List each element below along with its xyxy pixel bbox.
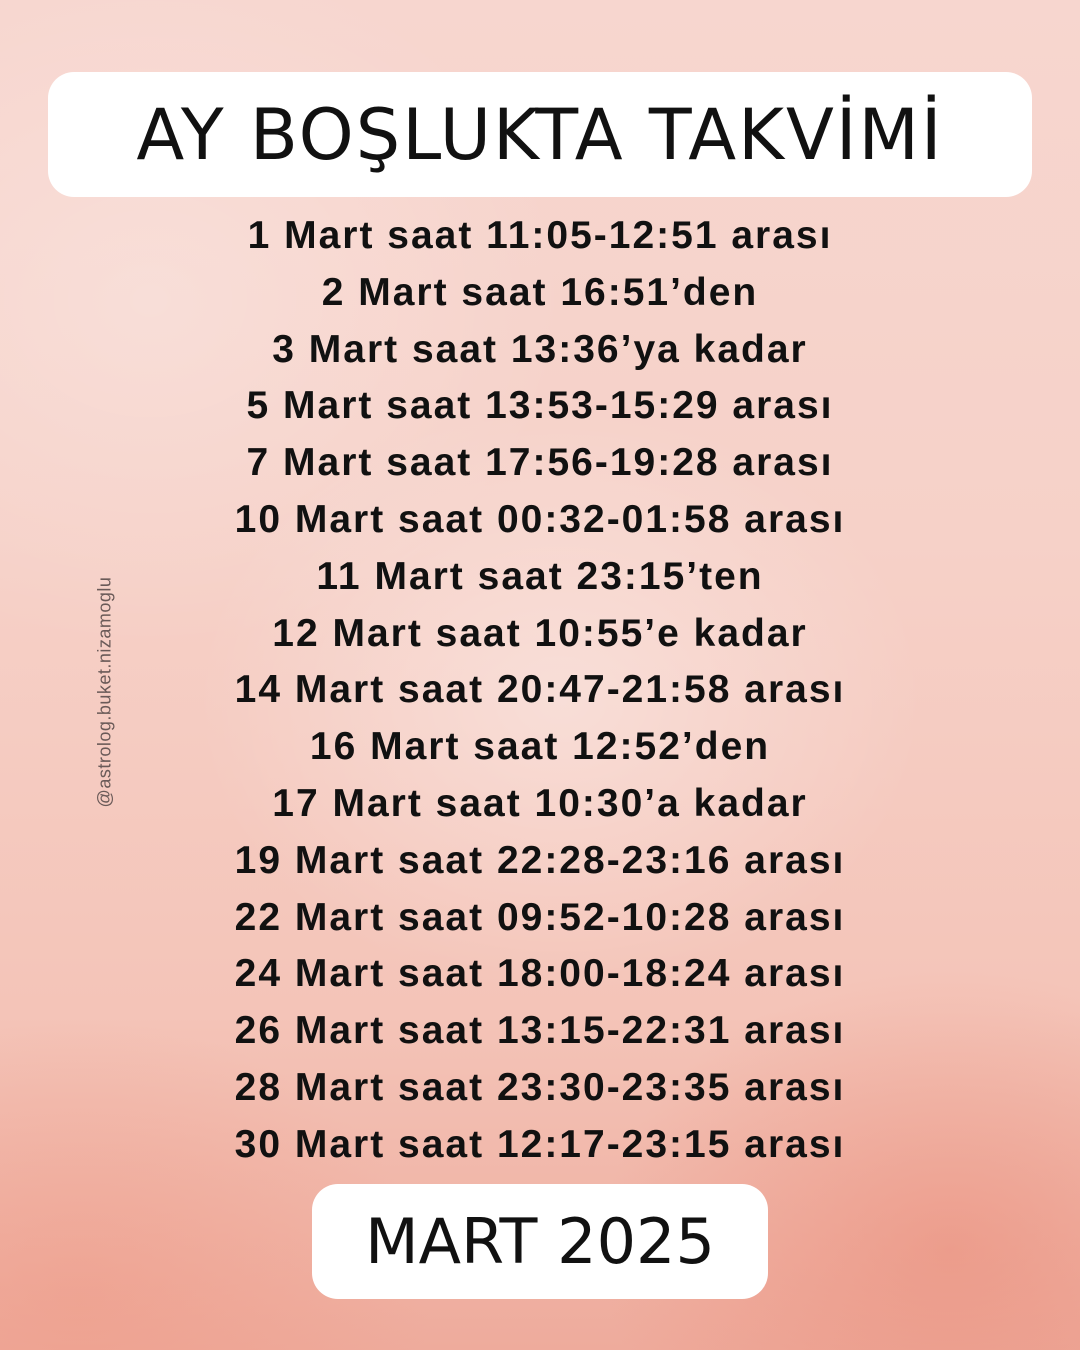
title-banner xyxy=(48,72,1032,197)
list-item: 11 Mart saat 23:15’ten xyxy=(316,554,764,598)
footer-banner xyxy=(312,1184,768,1299)
list-item: 30 Mart saat 12:17-23:15 arası xyxy=(234,1122,846,1166)
list-item: 19 Mart saat 22:28-23:16 arası xyxy=(234,838,846,882)
schedule-list xyxy=(140,208,940,1174)
list-item: 22 Mart saat 09:52-10:28 arası xyxy=(234,895,846,939)
author-watermark: @astrolog.buket.nizamoglu xyxy=(94,576,115,808)
list-item: 10 Mart saat 00:32-01:58 arası xyxy=(234,497,846,541)
list-item: 17 Mart saat 10:30’a kadar xyxy=(272,781,808,825)
list-item: 26 Mart saat 13:15-22:31 arası xyxy=(234,1009,846,1053)
list-item: 12 Mart saat 10:55’e kadar xyxy=(272,611,808,655)
list-item: 16 Mart saat 12:52’den xyxy=(309,725,771,769)
list-item: 2 Mart saat 16:51’den xyxy=(321,270,759,314)
list-item: 3 Mart saat 13:36’ya kadar xyxy=(272,327,808,371)
list-item: 28 Mart saat 23:30-23:35 arası xyxy=(234,1065,846,1109)
page-title: AY BOŞLUKTA TAKVİMİ xyxy=(136,93,944,176)
list-item: 5 Mart saat 13:53-15:29 arası xyxy=(246,384,834,428)
month-label: MART 2025 xyxy=(365,1205,715,1278)
list-item: 7 Mart saat 17:56-19:28 arası xyxy=(246,441,834,485)
list-item: 24 Mart saat 18:00-18:24 arası xyxy=(234,952,846,996)
list-item: 1 Mart saat 11:05-12:51 arası xyxy=(247,214,833,257)
list-item: 14 Mart saat 20:47-21:58 arası xyxy=(234,668,846,712)
